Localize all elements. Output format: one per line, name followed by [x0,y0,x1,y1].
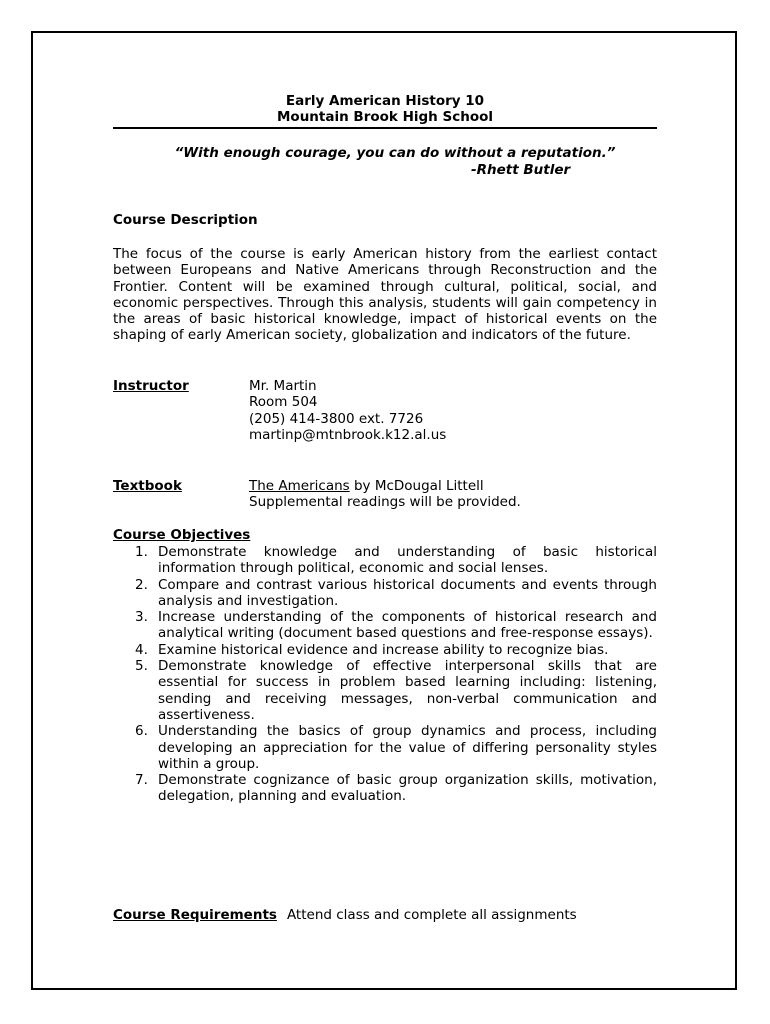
objective-number: 7. [135,772,148,789]
objectives-list [113,544,657,805]
objective-number: 2. [135,576,148,593]
textbook-label: Textbook [113,478,182,494]
textbook-details [249,478,669,511]
objective-number: 1. [135,544,148,560]
quote-text: “With enough courage, you can do without a reputation.” [174,145,616,161]
objective-number: 6. [135,723,148,740]
objective-text: Understanding the basics of group dynamics and process, including developing an appreciation for the value of differing personality styles within a group. [158,723,657,772]
objective-text: Demonstrate knowledge of effective interpersonal skills that are essential for success in problem based learning including: listening, sending and receiving messages, non-verbal communication and assertiveness. [158,658,657,723]
requirements-section [113,907,673,923]
objective-number: 3. [135,609,148,626]
objective-item [113,609,657,642]
objective-text: Increase understanding of the components of historical research and analytical writing (document based questions and free-response essays). [158,609,657,642]
objective-number: 5. [135,658,148,675]
document-header [113,93,657,125]
instructor-phone: (205) 414-3800 ext. 7726 [249,410,424,427]
header-divider [113,127,657,129]
course-title: Early American History 10 [285,93,485,109]
objective-item [113,544,657,577]
quote-block [113,145,657,178]
instructor-name: Mr. Martin [249,378,317,394]
quote-author: -Rhett Butler [471,161,571,178]
objective-text: Examine historical evidence and increase ability to recognize bias. [158,641,609,658]
textbook-publisher: by McDougal Littell [349,478,484,494]
requirements-text: Attend class and complete all assignments [286,907,577,923]
instructor-email: martinp@mtnbrook.k12.al.us [249,426,447,443]
objective-item [113,577,657,610]
objective-number: 4. [135,641,148,658]
requirements-label: Course Requirements [113,907,277,923]
school-name: Mountain Brook High School [276,109,494,125]
objective-item [113,658,657,723]
instructor-room: Room 504 [249,394,318,411]
objective-item [113,772,657,805]
textbook-line [249,478,669,494]
objectives-heading: Course Objectives [113,527,251,543]
objective-item [113,642,657,658]
textbook-title: The Americans [249,478,350,494]
description-heading: Course Description [113,212,258,228]
objective-item [113,723,657,772]
instructor-label: Instructor [113,378,189,394]
objective-text: Demonstrate cognizance of basic group organization skills, motivation, delegation, planning and evaluation. [158,772,657,805]
objective-text: Demonstrate knowledge and understanding of basic historical information through political, economic and social lenses. [158,544,657,577]
description-body: The focus of the course is early American history from the earliest contact between Europeans and Native Americans through Reconstruction and the Frontier. Content will be examined through cultural, political, social, and economic perspectives. Through this analysis, students will gain competency in the areas of basic historical knowledge, impact of historical events on the shaping of early American society, globalization and indicators of the future. [113,246,657,344]
objective-text: Compare and contrast various historical documents and events through analysis and investigation. [158,576,657,609]
instructor-details [249,378,669,443]
textbook-note: Supplemental readings will be provided. [249,494,521,511]
